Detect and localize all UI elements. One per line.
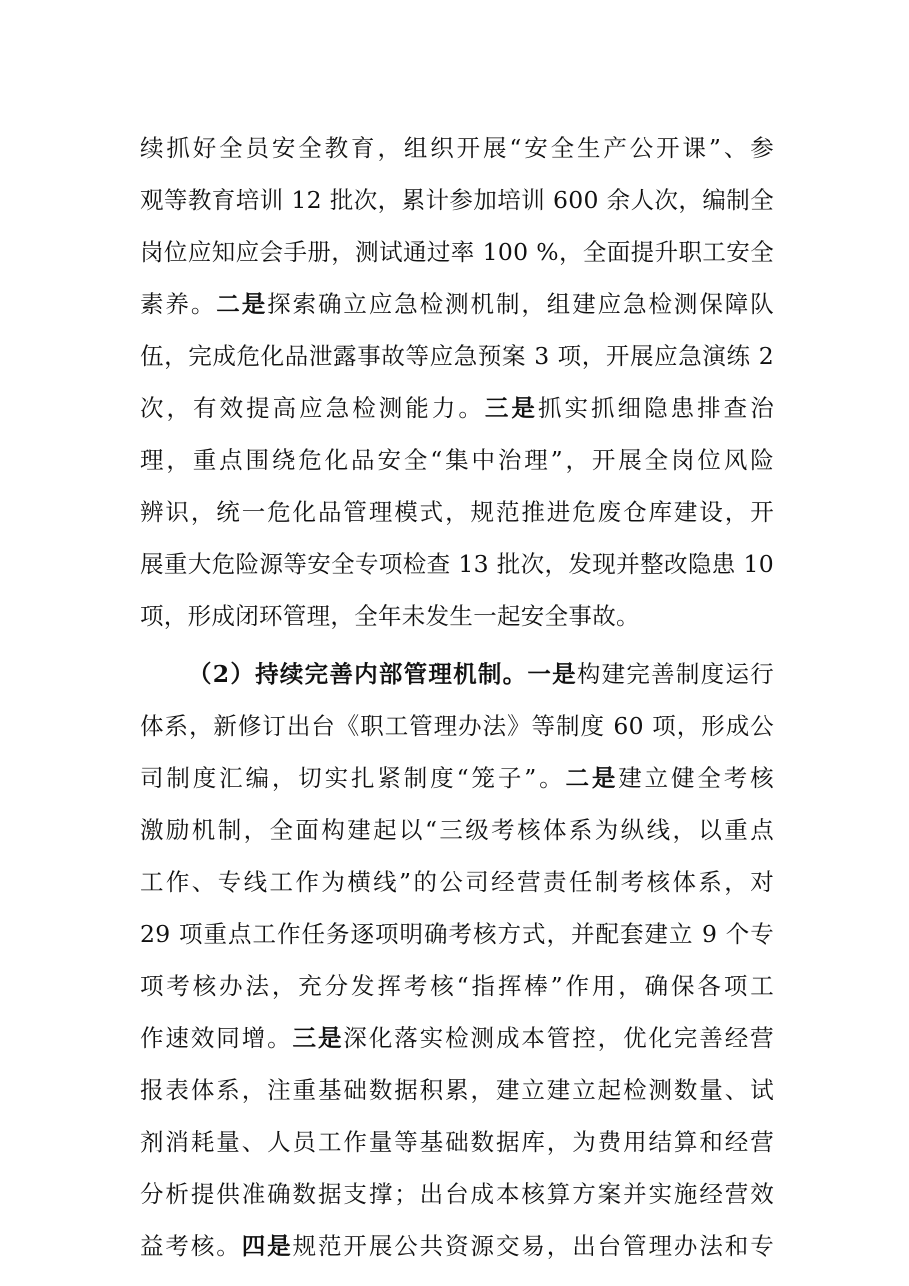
body-text: 辨识，统一危化品管理模式，规范推进危废仓库建设，开: [140, 498, 774, 526]
bold-heading-text: 一是: [527, 660, 577, 688]
body-text: 工作、专线工作为横线”的公司经营责任制考核体系，对: [140, 868, 774, 896]
text-line: [140, 966, 774, 1006]
text-line: [140, 388, 774, 428]
bold-heading-text: 四是: [241, 1232, 293, 1260]
text-line: [140, 1070, 774, 1110]
body-text: 观等教育培训 12 批次，累计参加培训 600 余人次，编制全: [140, 186, 774, 214]
bold-heading-text: 三是: [292, 1024, 344, 1052]
body-text: 项，形成闭环管理，全年未发生一起安全事故。: [140, 602, 640, 630]
body-text: 抓实抓细隐患排查治: [537, 394, 774, 422]
body-text: 深化落实检测成本管控，优化完善经营: [343, 1024, 774, 1052]
text-line: [140, 336, 774, 376]
body-text: 续抓好全员安全教育，组织开展“安全生产公开课”、参: [140, 134, 774, 162]
text-line: [140, 284, 774, 324]
body-text: 构建完善制度运行: [576, 660, 774, 688]
text-line: [140, 758, 774, 798]
text-line: [140, 1018, 774, 1058]
body-text: 报表体系，注重基础数据积累，建立建立起检测数量、试: [140, 1076, 774, 1104]
body-text: 作速效同增。: [140, 1024, 293, 1052]
text-line: [140, 1174, 774, 1214]
text-line: [140, 862, 774, 902]
bold-heading-text: （2）持续完善内部管理机制。: [188, 660, 528, 688]
bold-heading-text: 二是: [565, 764, 619, 792]
body-text: 益考核。: [140, 1232, 242, 1260]
text-line: [140, 440, 774, 480]
text-line: [140, 492, 774, 532]
body-text: 探索确立应急检测机制，组建应急检测保障队: [267, 290, 775, 318]
body-text: 理，重点围绕危化品安全“集中治理”，开展全岗位风险: [140, 446, 774, 474]
body-text: 激励机制，全面构建起以“三级考核体系为纵线，以重点: [140, 816, 774, 844]
body-text: 建立健全考核: [618, 764, 774, 792]
body-text: 剂消耗量、人员工作量等基础数据库，为费用结算和经营: [140, 1128, 774, 1156]
body-text: 分析提供准确数据支撑；出台成本核算方案并实施经营效: [140, 1180, 774, 1208]
body-text: 司制度汇编，切实扎紧制度“笼子”。: [140, 764, 566, 792]
text-line: [188, 654, 774, 694]
text-line: [140, 810, 774, 850]
bold-heading-text: 三是: [484, 394, 538, 422]
text-line: [140, 1122, 774, 1162]
text-line: [140, 180, 774, 220]
body-text: 规范开展公共资源交易，出台管理办法和专: [292, 1232, 774, 1260]
body-text: 素养。: [140, 290, 217, 318]
text-line: [140, 1226, 774, 1266]
body-text: 伍，完成危化品泄露事故等应急预案 3 项，开展应急演练 2: [140, 342, 774, 370]
text-line: [140, 128, 774, 168]
text-line: [140, 706, 774, 746]
body-text: 29 项重点工作任务逐项明确考核方式，并配套建立 9 个专: [140, 920, 774, 948]
body-text: 次，有效提高应急检测能力。: [140, 394, 485, 422]
body-text: 体系，新修订出台《职工管理办法》等制度 60 项，形成公: [140, 712, 774, 740]
text-line: [140, 596, 774, 636]
body-text: 项考核办法，充分发挥考核“指挥棒”作用，确保各项工: [140, 972, 774, 1000]
body-text: 岗位应知应会手册，测试通过率 100 %，全面提升职工安全: [140, 238, 774, 266]
text-line: [140, 232, 774, 272]
text-line: [140, 914, 774, 954]
bold-heading-text: 二是: [216, 290, 268, 318]
body-text: 展重大危险源等安全专项检查 13 批次，发现并整改隐患 10: [140, 550, 774, 578]
text-line: [140, 544, 774, 584]
